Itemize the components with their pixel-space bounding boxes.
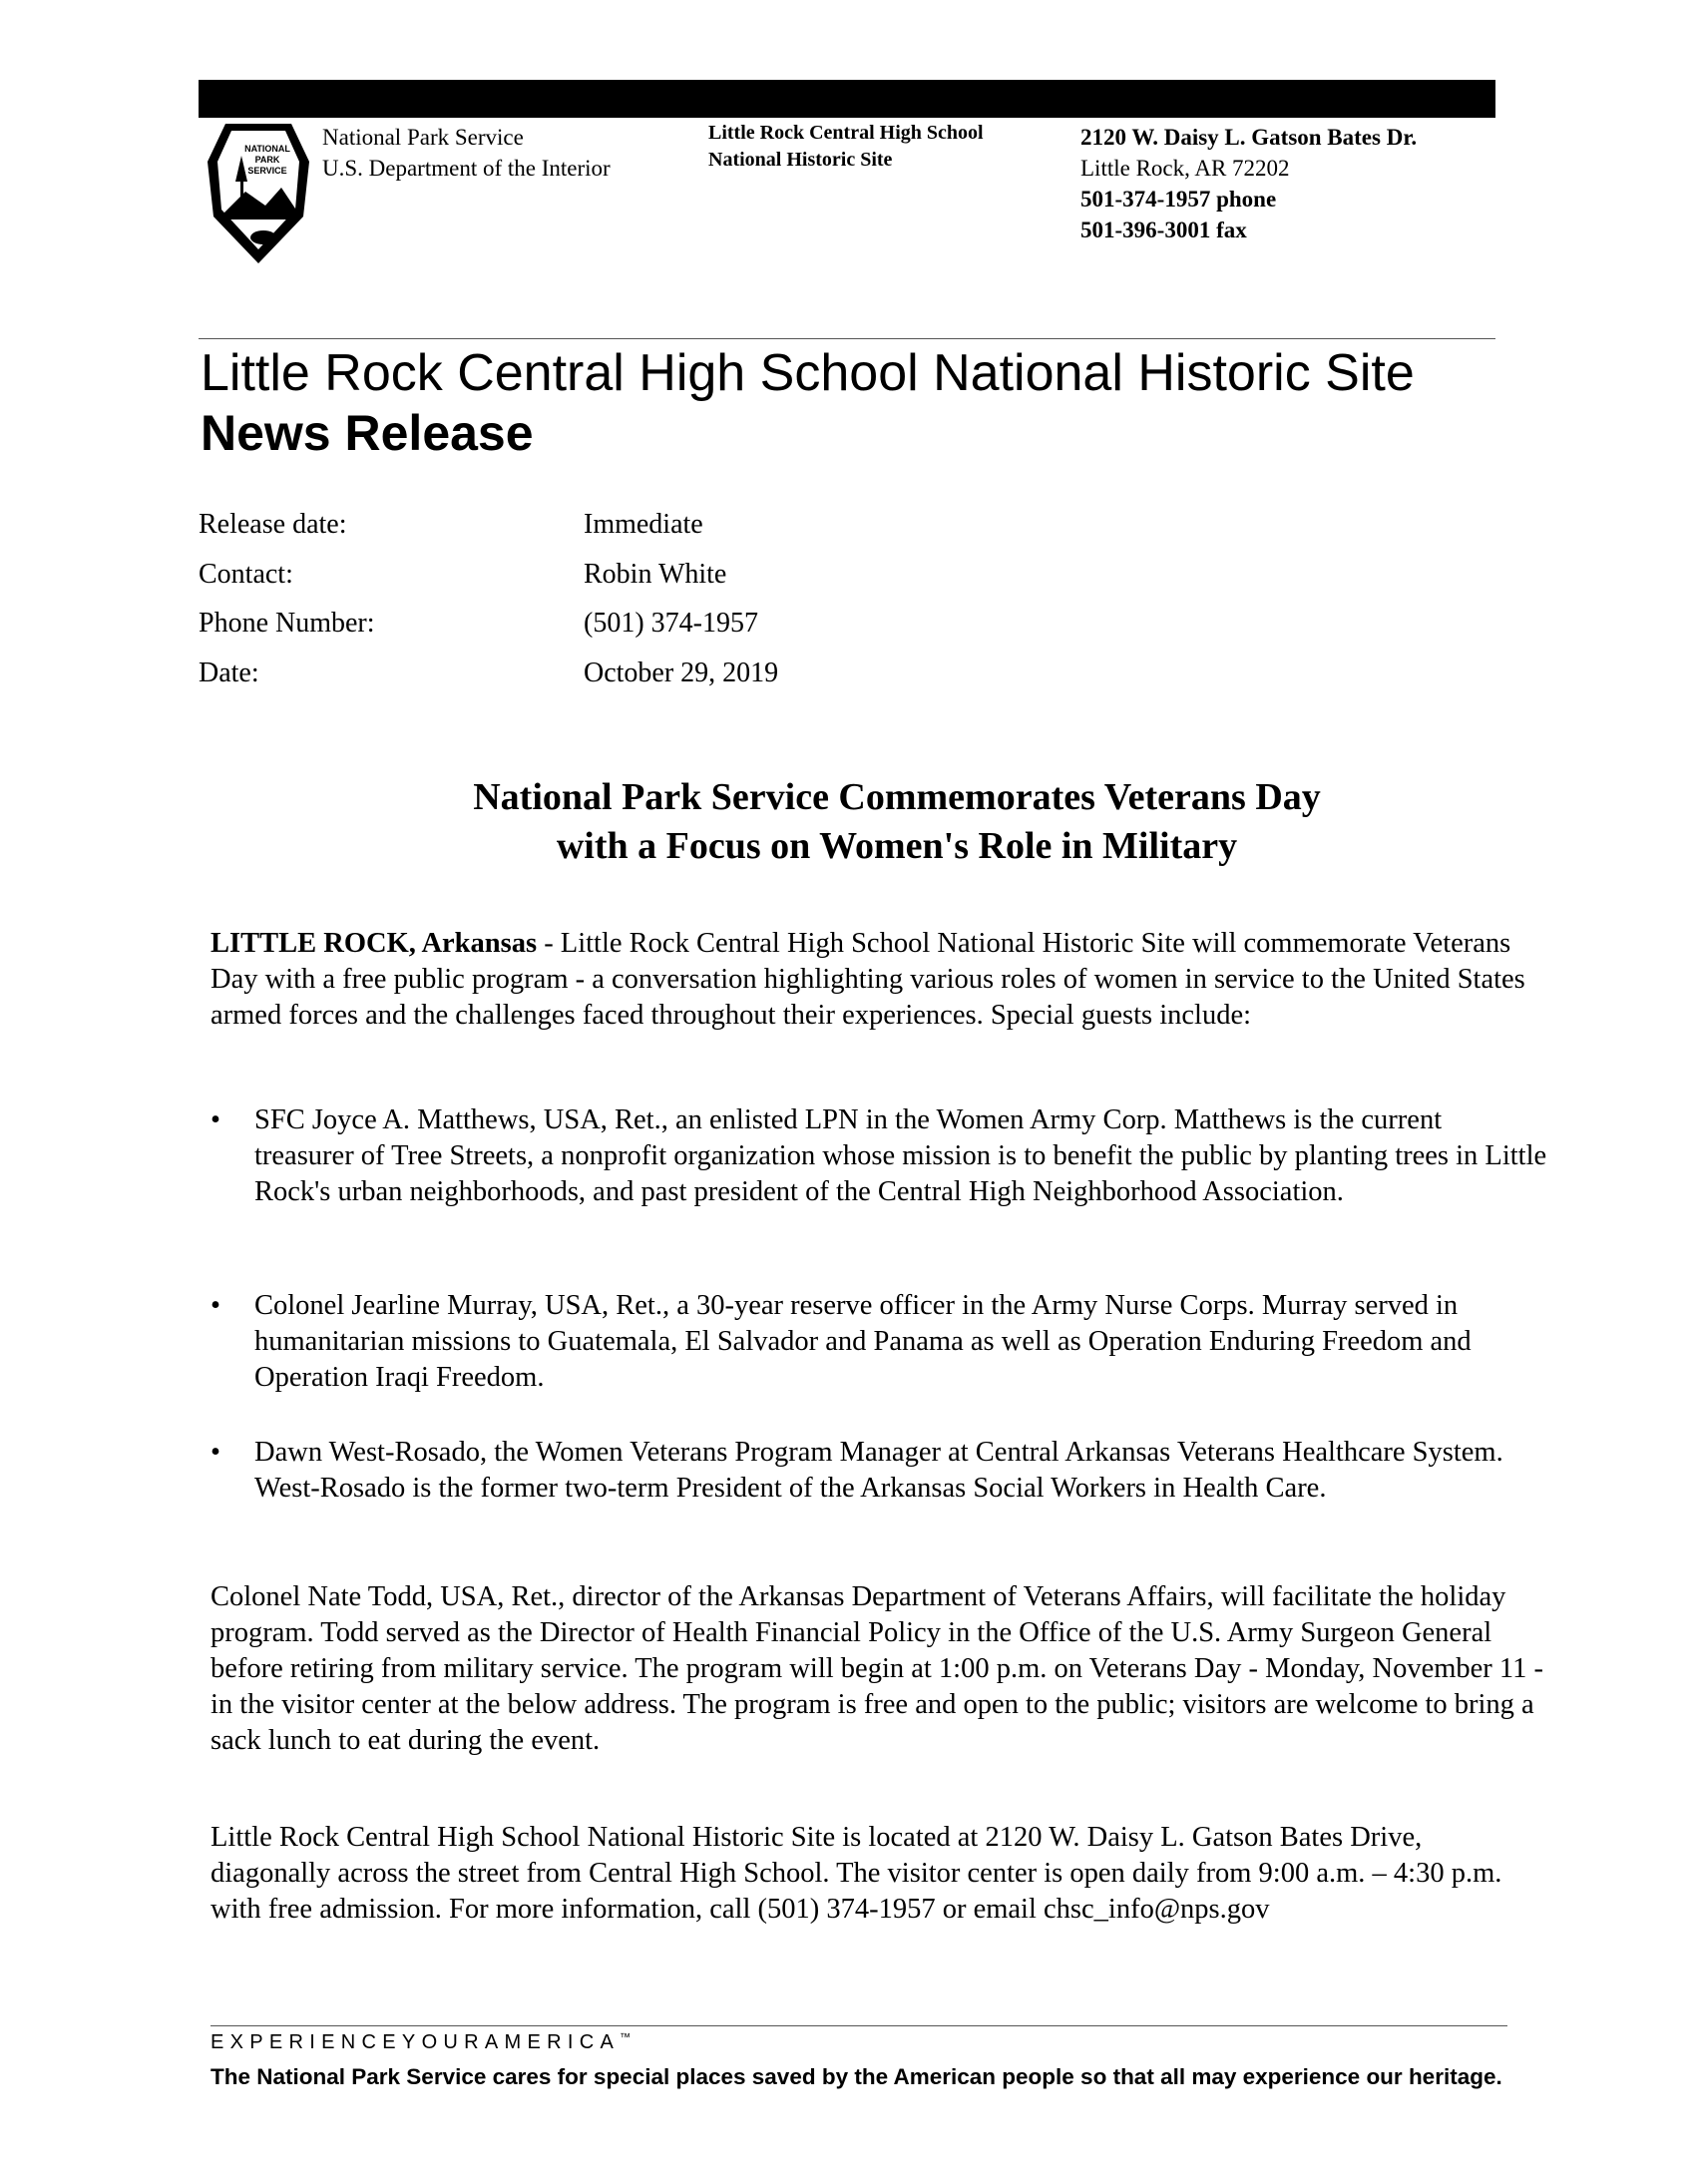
bullet-icon: •: [211, 1437, 220, 1468]
meta-value: Robin White: [584, 558, 727, 590]
location-text: Little Rock Central High School National Historic Site is located at 2120 W. Daisy L. Gatson Bates Drive, diagonally across the street from Central High School. The visitor center is open daily from 9:00 a.m. – 4:30 p.m. with free admission. For more information, call (501) 374-1957 or email chsc_info@nps.gov: [211, 1822, 1502, 1925]
location-paragraph: [211, 1820, 1547, 1928]
street-address: 2120 W. Daisy L. Gatson Bates Dr.: [1080, 125, 1418, 150]
city-state-zip: Little Rock, AR 72202: [1080, 156, 1290, 181]
meta-row-date: [199, 657, 778, 707]
meta-label: Contact:: [199, 558, 293, 590]
department-name: U.S. Department of the Interior: [322, 156, 611, 181]
release-metadata: [199, 509, 778, 706]
list-item-text: Dawn West-Rosado, the Women Veterans Program Manager at Central Arkansas Veterans Healthcare System. West-Rosado is the former two-term President of the Arkansas Social Workers in Health Care.: [254, 1437, 1503, 1504]
headline-line2: with a Focus on Women's Role in Military: [556, 825, 1238, 867]
headline-line1: National Park Service Commemorates Veterans Day: [473, 776, 1321, 818]
phone-number: 501-374-1957 phone: [1080, 187, 1277, 212]
logo-text-national: NATIONAL: [244, 144, 290, 154]
list-item: [211, 1102, 1547, 1210]
lead-paragraph: [211, 926, 1547, 1034]
list-item-text: SFC Joyce A. Matthews, USA, Ret., an enlisted LPN in the Women Army Corp. Matthews is the current treasurer of Tree Streets, a nonprofit organization whose mission is to benefit the public by planting trees in Little Rock's urban neighborhoods, and past president of the Central High Neighborhood Association.: [254, 1104, 1547, 1207]
meta-row-release-date: [199, 509, 778, 559]
meta-value: Immediate: [584, 509, 703, 540]
headline: [199, 773, 1595, 871]
meta-label: Date:: [199, 656, 259, 688]
program-paragraph: [211, 1579, 1547, 1759]
meta-row-phone: [199, 608, 778, 657]
site-name-line1: Little Rock Central High School: [708, 122, 984, 144]
footer-mission-statement: The National Park Service cares for special places saved by the American people so that all may experience our heritage.: [211, 2064, 1502, 2089]
footer-tagline: [211, 2031, 631, 2054]
page-subtitle: News Release: [201, 405, 534, 461]
logo-text-park: PARK: [254, 155, 280, 165]
meta-label: Phone Number:: [199, 608, 375, 639]
nps-arrowhead-logo: [206, 122, 311, 265]
fax-number: 501-396-3001 fax: [1080, 218, 1247, 242]
meta-value: October 29, 2019: [584, 656, 779, 688]
list-item-text: Colonel Jearline Murray, USA, Ret., a 30-year reserve officer in the Army Nurse Corps. Murray served in humanitarian missions to Guatemala, El Salvador and Panama as well as Operation Enduring Freedom and Operation Iraqi Freedom.: [254, 1290, 1472, 1393]
program-text: Colonel Nate Todd, USA, Ret., director of the Arkansas Department of Veterans Affairs, will facilitate the holiday program. Todd served as the Director of Health Financial Policy in the Office of the U.S. Army Surgeon General before retiring from military service. The program will begin at 1:00 p.m. on Veterans Day - Monday, November 11 - in the visitor center at the below address. The program is free and open to the public; visitors are welcome to bring a sack lunch to eat during the event.: [211, 1581, 1543, 1756]
lead-text: - Little Rock Central High School National Historic Site will commemorate Veterans Day with a free public program - a conversation highlighting various roles of women in service to the United States armed forces and the challenges faced throughout their experiences. Special guests include:: [211, 928, 1525, 1031]
trademark-symbol: ™: [620, 2031, 632, 2044]
agency-block: [322, 122, 611, 184]
meta-value: (501) 374-1957: [584, 608, 758, 639]
bullet-icon: •: [211, 1104, 220, 1135]
meta-row-contact: [199, 559, 778, 609]
site-name-line2: National Historic Site: [708, 149, 893, 171]
list-item: [211, 1435, 1547, 1507]
list-item: [211, 1288, 1547, 1396]
page-title: Little Rock Central High School National Historic Site: [201, 344, 1415, 402]
address-block: [1080, 122, 1417, 245]
agency-name: National Park Service: [322, 125, 524, 150]
bullet-icon: •: [211, 1290, 220, 1321]
dateline: LITTLE ROCK, Arkansas: [211, 928, 538, 959]
header-black-bar: [199, 80, 1495, 118]
tagline-text: EXPERIENCEYOURAMERICA: [211, 2031, 621, 2053]
logo-text-service: SERVICE: [247, 166, 287, 176]
site-name-block: [708, 120, 984, 174]
footer-divider: [211, 2025, 1507, 2026]
meta-label: Release date:: [199, 509, 347, 540]
header-divider: [199, 338, 1495, 339]
